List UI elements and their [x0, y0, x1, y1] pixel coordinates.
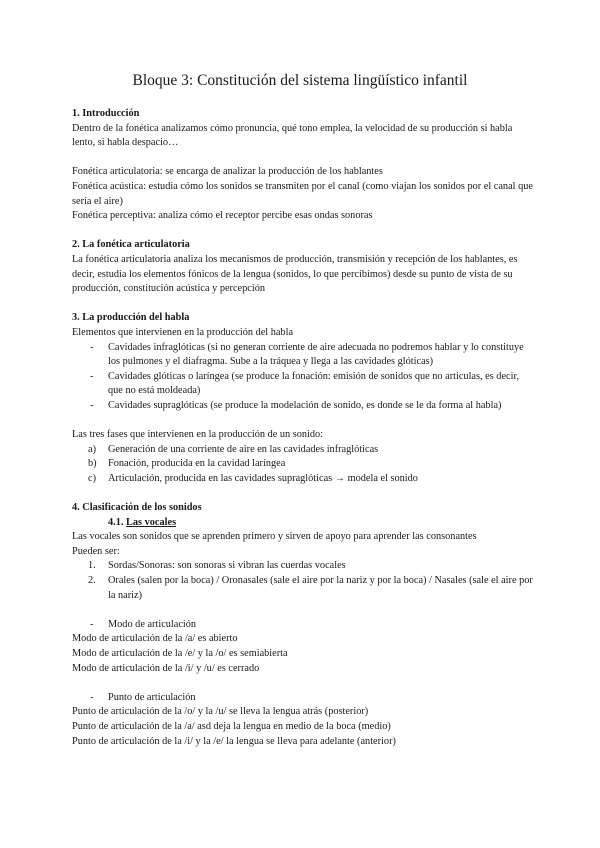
- section-2-heading: 2. La fonética articulatoria: [72, 239, 190, 251]
- dash-marker: -: [90, 341, 94, 353]
- phonetics-acoustic: Fonética acústica: estudia cómo los sonidos se transmiten por el canal (como viajan los sonidos por el canal que sería el aire): [72, 180, 533, 207]
- list-item: b) Fonación, producida en la cavidad laríngea: [88, 458, 286, 470]
- document-body: [72, 107, 534, 749]
- list-item: - Cavidades infraglóticas (si no generan corriente de aire adecuada no podremos hablar y lo constituye los pulmones y el diafragma. Sube a la tráquea y llega a las cavidades glóticas): [90, 341, 524, 368]
- subsection-4-1-heading: 4.1. Las vocales: [108, 516, 177, 528]
- modo-line: Modo de articulación de la /a/ es abierto: [72, 633, 238, 645]
- phonetics-articulatory: Fonética articulatoria: se encarga de analizar la producción de los hablantes: [72, 166, 383, 178]
- phases-lead: Las tres fases que intervienen en la producción de un sonido:: [72, 429, 324, 441]
- modo-line: Modo de articulación de la /e/ y la /o/ es semiabierta: [72, 647, 288, 659]
- document-title: Bloque 3: Constitución del sistema lingüístico infantil: [132, 72, 468, 89]
- vowels-pueden: Pueden ser:: [72, 545, 120, 557]
- list-item: a) Generación de una corriente de aire en las cavidades infraglóticas: [88, 443, 379, 455]
- section-3-lead: Elementos que intervienen en la producción del habla: [72, 326, 294, 338]
- list-item: - Cavidades supraglóticas (se produce la modelación de sonido, es donde se le da forma al habla): [72, 399, 534, 414]
- punto-heading: - Punto de articulación: [90, 691, 196, 703]
- section-4-heading: 4. Clasificación de los sonidos: [72, 502, 202, 514]
- modo-heading: - Modo de articulación: [90, 618, 197, 630]
- dash-marker: -: [90, 399, 94, 411]
- section-3-heading: 3. La producción del habla: [72, 312, 190, 324]
- section-2-text: La fonética articulatoria analiza los mecanismos de producción, transmisión y recepción de los hablantes, es decir, estudia los elementos fónicos de la lengua (sonidos, lo que percibimos) desde su punto de vista de su producción, constitución acústica y percepción: [72, 253, 518, 295]
- list-item: c) Articulación, producida en las cavidades supraglóticas → modela el sonido: [88, 472, 418, 484]
- punto-line: Punto de articulación de la /a/ asd deja la lengua en medio de la boca (medio): [72, 720, 391, 732]
- modo-line: Modo de articulación de la /i/ y /u/ es cerrado: [72, 662, 260, 674]
- list-item: 2. Orales (salen por la boca) / Oronasales (sale el aire por la nariz y por la boca) / Nasales (sale el aire por la nariz): [88, 575, 533, 601]
- dash-marker: -: [90, 370, 94, 382]
- punto-line: Punto de articulación de la /o/ y la /u/ se lleva la lengua atrás (posterior): [72, 706, 369, 718]
- vowels-lead: Las vocales son sonidos que se aprenden primero y sirven de apoyo para aprender las consonantes: [72, 531, 477, 543]
- cavities-list: [72, 341, 534, 414]
- section-1-intro: Dentro de la fonética analizamos cómo pronuncia, qué tono emplea, la velocidad de su producción si habla lento, si habla despacio…: [72, 122, 513, 149]
- phonetics-perceptive: Fonética perceptiva: analiza cómo el receptor percibe esas ondas sonoras: [72, 210, 373, 222]
- phases-list: [72, 443, 534, 487]
- list-item: 1. Sordas/Sonoras: son sonoras si vibran las cuerdas vocales: [88, 560, 346, 572]
- list-item: - Cavidades glóticas o laríngea (se produce la fonación: emisión de sonidos que no articulas, es decir, que no está moldeada): [90, 370, 520, 397]
- vowel-types-list: [72, 559, 534, 603]
- section-1-heading: 1. Introducción: [72, 108, 140, 119]
- punto-line: Punto de articulación de la /i/ y la /e/ la lengua se lleva para adelante (anterior): [72, 735, 396, 747]
